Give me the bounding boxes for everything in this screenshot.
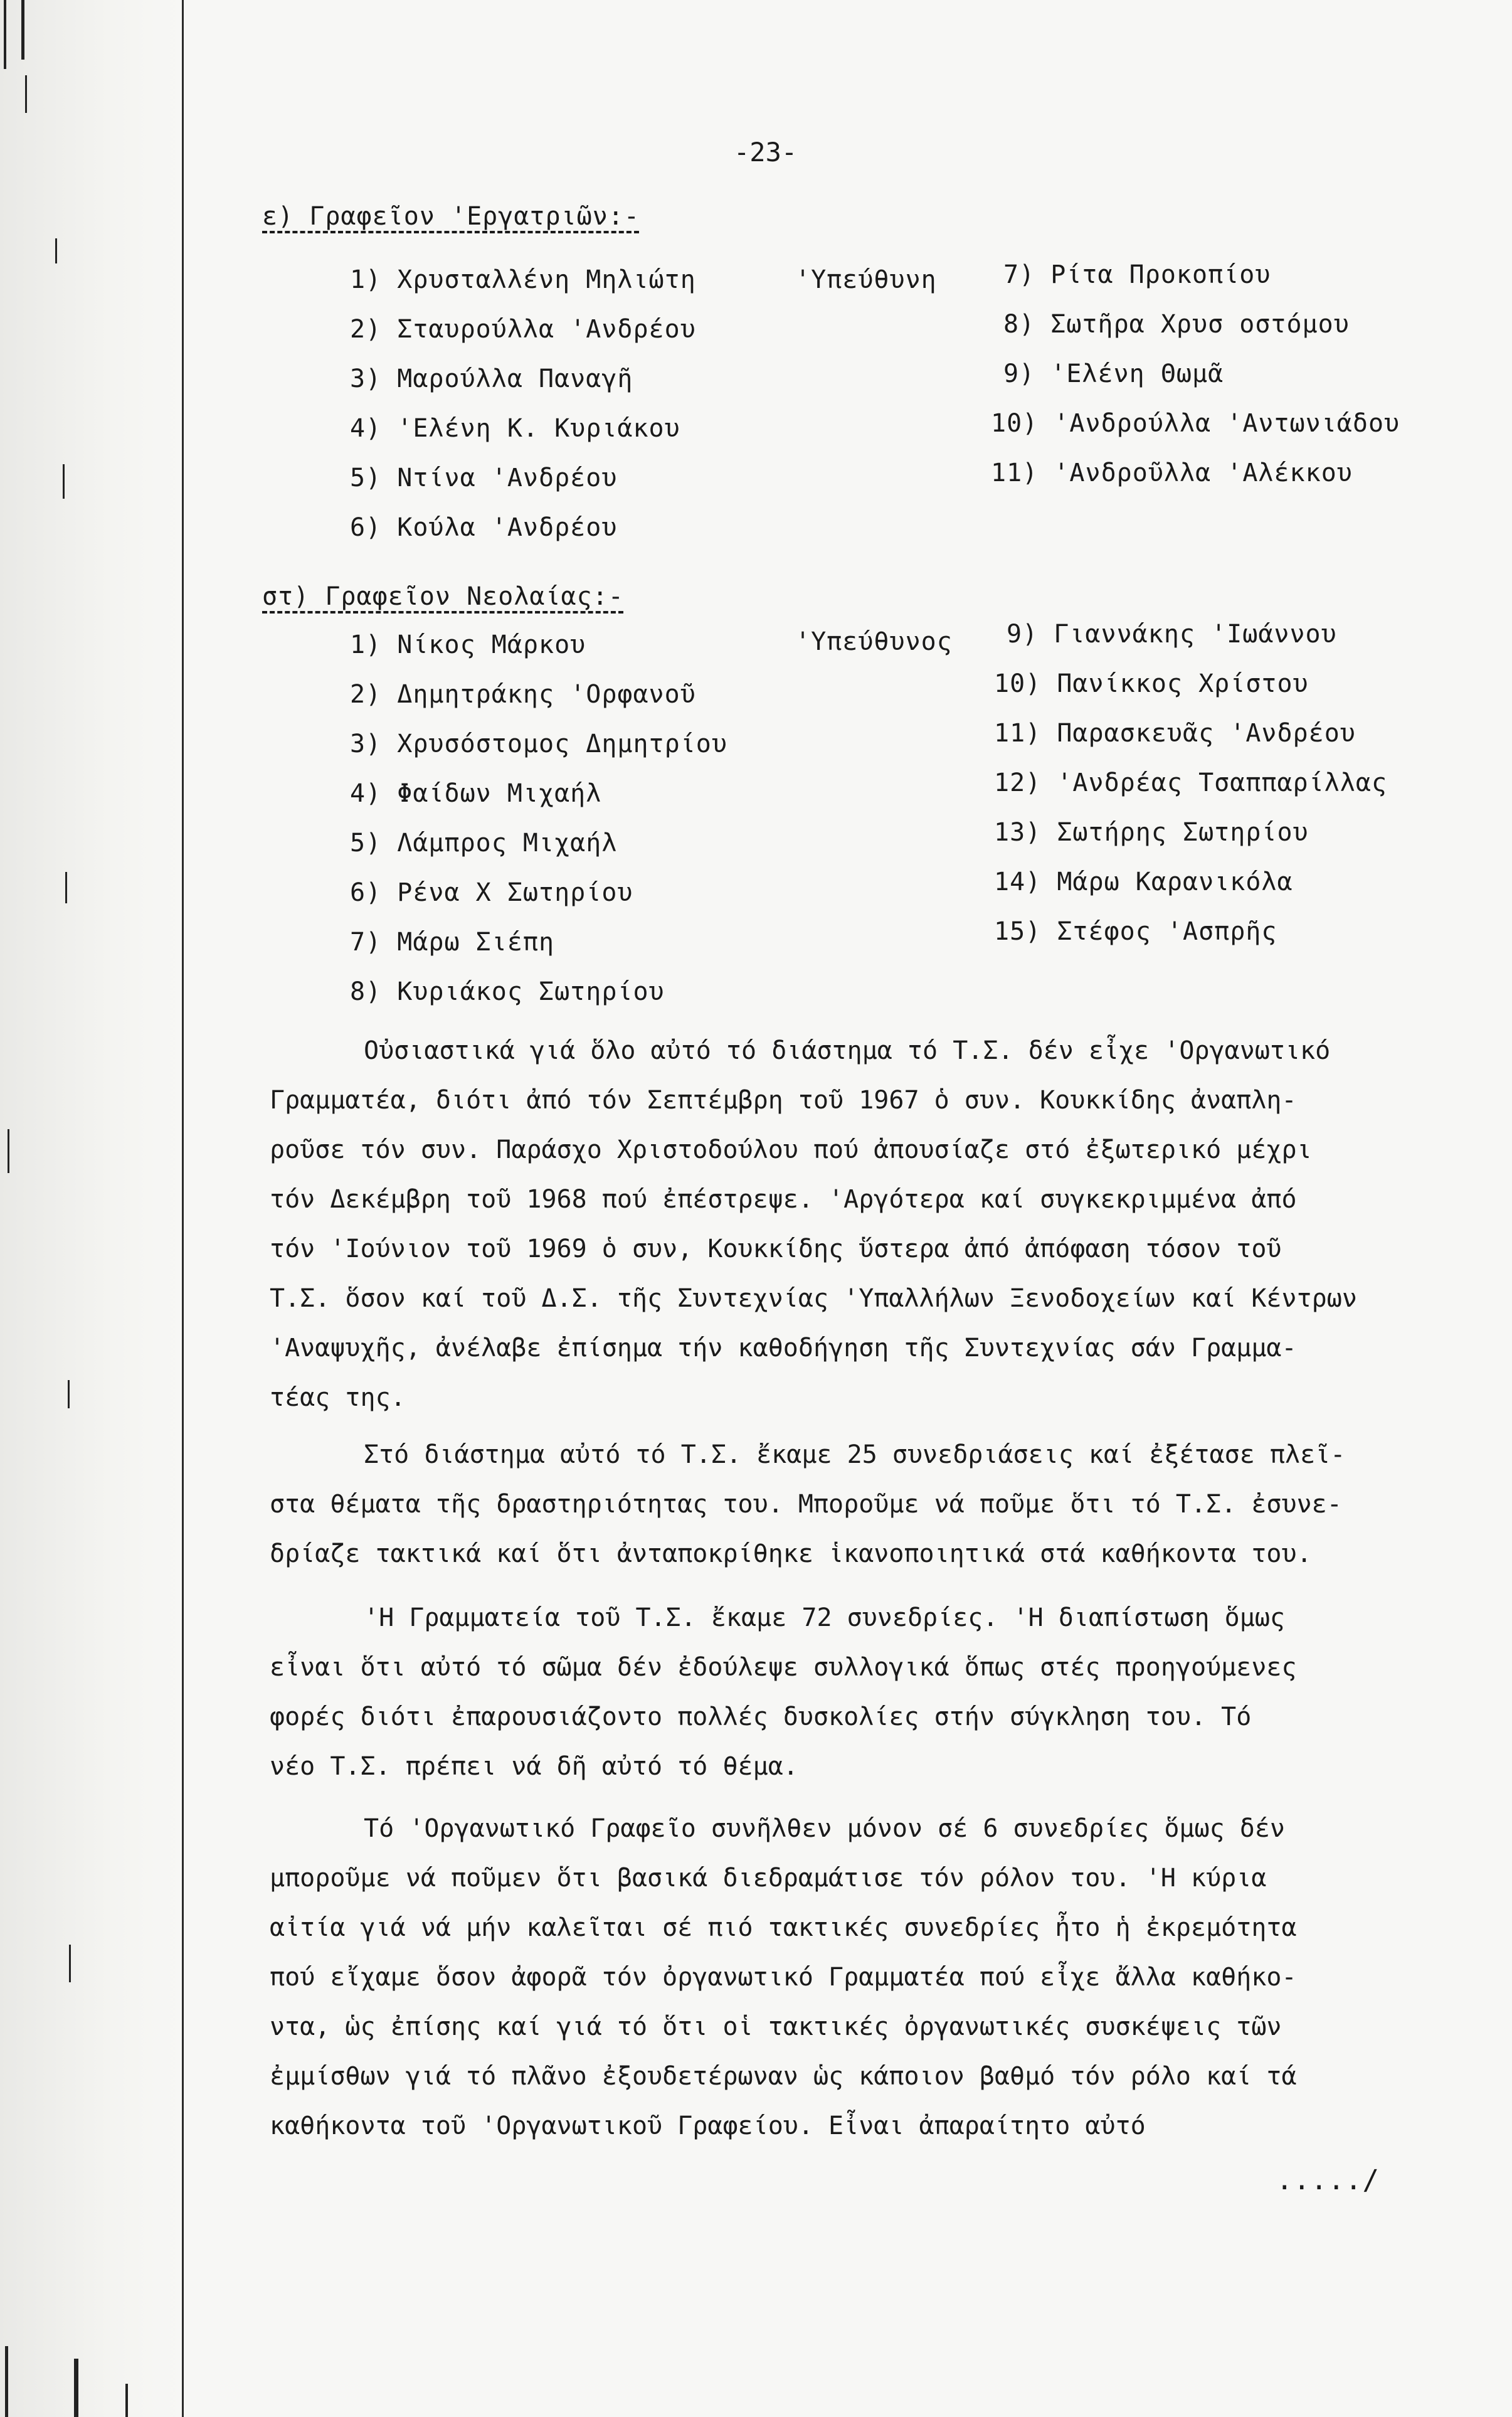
section-st-heading: στ) Γραφεῖον Νεολαίας:- xyxy=(262,582,624,611)
section-e-member: 11) 'Ανδροῦλλα 'Αλέκκου xyxy=(991,459,1353,487)
section-st-member: 3) Χρυσόστομος Δημητρίου xyxy=(350,730,727,758)
paragraph-line: τέας της. xyxy=(270,1383,406,1412)
section-e-member: 3) Μαρούλλα Παναγῆ xyxy=(350,364,633,393)
section-e-responsible-label: 'Υπεύθυνη xyxy=(795,265,937,294)
paragraph-line: τόν 'Ιούνιον τοῦ 1969 ὁ συν, Κουκκίδης ὕστερα ἀπό ἀπόφαση τόσον τοῦ xyxy=(270,1235,1282,1263)
section-st-member: 7) Μάρω Σιέπη xyxy=(350,928,555,957)
paragraph-line: δρίαζε τακτικά καί ὅτι ἀνταποκρίθηκε ἱκανοποιητικά στά καθήκοντα του. xyxy=(270,1539,1312,1568)
continuation-mark: .....∕ xyxy=(1276,2164,1380,2196)
paragraph-line: φορές διότι ἐπαρουσιάζοντο πολλές δυσκολίες στήν σύγκληση του. Τό xyxy=(270,1703,1252,1731)
paragraph-line: νέο Τ.Σ. πρέπει νά δῆ αὐτό τό θέμα. xyxy=(270,1752,798,1781)
section-st-member: 11) Παρασκευᾶς 'Ανδρέου xyxy=(994,719,1356,748)
paragraph-line: Τ.Σ. ὅσον καί τοῦ Δ.Σ. τῆς Συντεχνίας 'Υπαλλήλων Ξενοδοχείων καί Κέντρων xyxy=(270,1284,1357,1313)
paragraph-line: εἶναι ὅτι αὐτό τό σῶμα δέν ἐδούλεψε συλλογικά ὅπως στές προηγούμενες xyxy=(270,1653,1297,1682)
paragraph-line: Στό διάστημα αὐτό τό Τ.Σ. ἔκαμε 25 συνεδριάσεις καί ἐξέτασε πλεῖ- xyxy=(364,1440,1346,1469)
section-e-member: 7) Ρίτα Προκοπίου xyxy=(1003,260,1271,289)
section-st-member: 9) Γιαννάκης 'Ιωάννου xyxy=(1007,620,1337,649)
section-e-member: 10) 'Ανδρούλλα 'Αντωνιάδου xyxy=(991,409,1400,438)
paragraph xyxy=(270,1593,1499,1792)
section-st-member: 5) Λάμπρος Μιχαήλ xyxy=(350,829,618,858)
section-st-member: 15) Στέφος 'Ασπρῆς xyxy=(994,917,1277,946)
paragraph-line: 'Αναψυχῆς, ἀνέλαβε ἐπίσημα τήν καθοδήγηση τῆς Συντεχνίας σάν Γραμμα- xyxy=(270,1334,1297,1363)
section-st-responsible-label: 'Υπεύθυνος xyxy=(795,627,953,656)
paragraph-line: Γραμματέα, διότι ἀπό τόν Σεπτέμβρη τοῦ 1967 ὁ συν. Κουκκίδης ἀναπλη- xyxy=(270,1086,1297,1115)
section-e-member: 1) Χρυσταλλένη Μηλιώτη xyxy=(350,265,696,294)
section-e-member: 2) Σταυρούλλα 'Ανδρέου xyxy=(350,315,696,344)
section-st-member: 4) Φαίδων Μιχαήλ xyxy=(350,779,602,808)
section-st-member: 1) Νίκος Μάρκου xyxy=(350,630,586,659)
section-st-member: 2) Δημητράκης 'Ορφανοῦ xyxy=(350,680,696,709)
section-e-member: 6) Κούλα 'Ανδρέου xyxy=(350,513,618,542)
paragraph-line: ἐμμίσθων γιά τό πλᾶνο ἐξουδετέρωναν ὡς κάποιον βαθμό τόν ρόλο καί τά xyxy=(270,2062,1297,2091)
section-e-member: 8) Σωτῆρα Χρυσ οστόμου xyxy=(1003,310,1350,339)
paragraph-line: αἰτία γιά νά μήν καλεῖται σέ πιό τακτικές συνεδρίες ἦτο ἡ ἐκρεμότητα xyxy=(270,1913,1297,1942)
section-st-member: 14) Μάρω Καρανικόλα xyxy=(994,868,1293,896)
section-st-member: 8) Κυριάκος Σωτηρίου xyxy=(350,977,665,1006)
page-number: -23- xyxy=(734,137,798,167)
paragraph-line: Τό 'Οργανωτικό Γραφεῖο συνῆλθεν μόνον σέ 6 συνεδρίες ὅμως δέν xyxy=(364,1814,1286,1843)
paragraph xyxy=(270,1430,1499,1579)
paragraph-line: τόν Δεκέμβρη τοῦ 1968 πού ἐπέστρεψε. 'Αργότερα καί συγκεκριμμένα ἀπό xyxy=(270,1185,1297,1214)
section-e-member: 5) Ντίνα 'Ανδρέου xyxy=(350,464,618,492)
section-st-member: 6) Ρένα Χ Σωτηρίου xyxy=(350,878,633,907)
section-e-member: 4) 'Ελένη Κ. Κυριάκου xyxy=(350,414,680,443)
paragraph-line: ντα, ὡς ἐπίσης καί γιά τό ὅτι οἱ τακτικές ὀργανωτικές συσκέψεις τῶν xyxy=(270,2012,1282,2041)
paragraph-line: 'Η Γραμματεία τοῦ Τ.Σ. ἔκαμε 72 συνεδρίες. 'Η διαπίστωση ὅμως xyxy=(364,1603,1286,1632)
paragraph-line: πού εἴχαμε ὅσον ἀφορᾶ τόν ὀργανωτικό Γραμματέα πού εἶχε ἄλλα καθήκο- xyxy=(270,1963,1297,1992)
section-st-member: 10) Πανίκκος Χρίστου xyxy=(994,669,1309,698)
section-st-member: 13) Σωτήρης Σωτηρίου xyxy=(994,818,1309,847)
section-st-member: 12) 'Ανδρέας Τσαππαρίλλας xyxy=(994,768,1388,797)
section-e-heading: ε) Γραφεῖον 'Εργατριῶν:- xyxy=(262,202,640,231)
paragraph xyxy=(270,1026,1499,1423)
paragraph-line: Οὐσιαστικά γιά ὅλο αὐτό τό διάστημα τό Τ.Σ. δέν εἶχε 'Οργανωτικό xyxy=(364,1036,1331,1065)
paragraph-line: καθήκοντα τοῦ 'Οργανωτικοῦ Γραφείου. Εἶναι ἀπαραίτητο αὐτό xyxy=(270,2112,1146,2140)
paragraph xyxy=(270,1804,1499,2151)
paragraph-line: στα θέματα τῆς δραστηριότητας του. Μποροῦμε νά ποῦμε ὅτι τό Τ.Σ. ἐσυνε- xyxy=(270,1490,1342,1519)
section-e-member: 9) 'Ελένη Θωμᾶ xyxy=(1003,359,1224,388)
paragraph-line: ροῦσε τόν συν. Παράσχο Χριστοδούλου πού ἀπουσίαζε στό ἐξωτερικό μέχρι xyxy=(270,1135,1312,1164)
paragraph-line: μποροῦμε νά ποῦμεν ὅτι βασικά διεδραμάτισε τόν ρόλον του. 'Η κύρια xyxy=(270,1864,1267,1893)
binding-edge xyxy=(0,0,184,2417)
